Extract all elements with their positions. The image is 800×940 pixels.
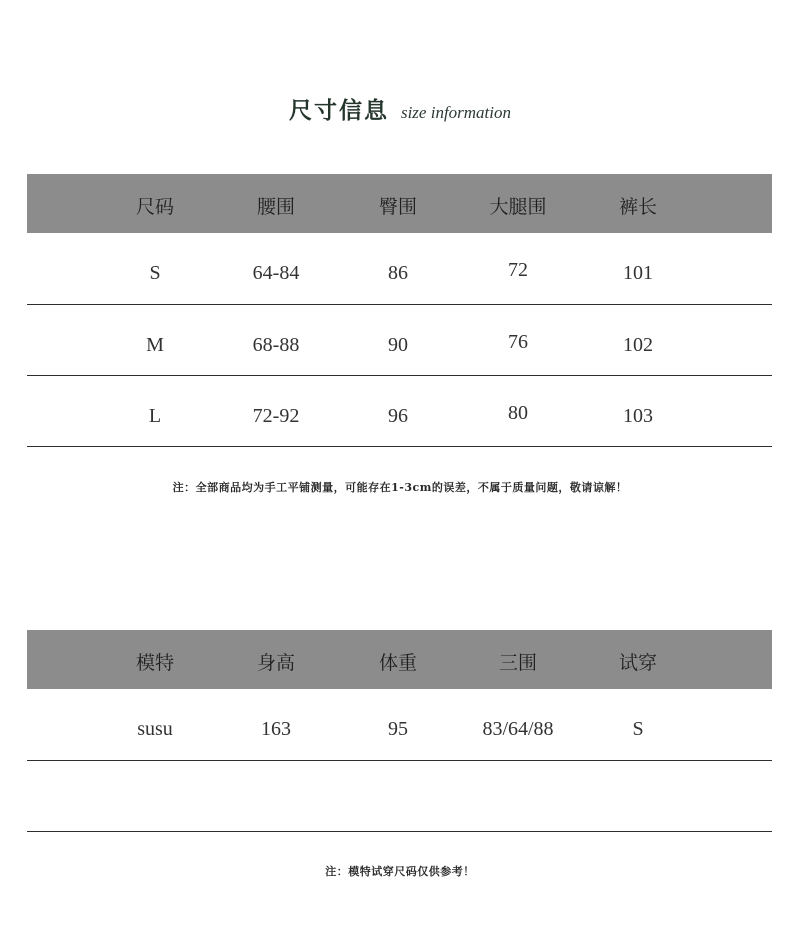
model-table-header xyxy=(27,630,772,689)
model-table xyxy=(27,630,772,832)
page-title xyxy=(0,92,800,125)
table-row xyxy=(27,233,772,305)
cell-weight: 95 xyxy=(388,718,408,740)
cell-size: L xyxy=(148,405,162,427)
cell-size: M xyxy=(146,334,164,356)
cell-height: 163 xyxy=(261,718,291,740)
header-weight: 体重 xyxy=(378,652,417,674)
header-hip: 臀围 xyxy=(378,196,417,218)
cell-waist: 64-84 xyxy=(252,262,300,284)
cell-thigh: 80 xyxy=(508,402,528,424)
header-size: 尺码 xyxy=(135,196,174,218)
cell-length: 102 xyxy=(623,334,653,356)
table-row-empty xyxy=(27,761,772,832)
cell-hip: 90 xyxy=(388,334,408,356)
title-chinese: 尺寸信息 xyxy=(288,97,389,124)
cell-waist: 72-92 xyxy=(252,405,300,427)
header-height: 身高 xyxy=(256,652,295,674)
cell-thigh: 76 xyxy=(508,331,528,353)
cell-length: 103 xyxy=(623,405,653,427)
cell-model: susu xyxy=(137,718,173,740)
header-thigh: 大腿围 xyxy=(489,196,547,218)
size-table-header xyxy=(27,174,772,233)
cell-waist: 68-88 xyxy=(252,334,300,356)
header-length: 裤长 xyxy=(618,196,657,218)
cell-length: 101 xyxy=(623,262,653,284)
table-row xyxy=(27,305,772,376)
size-note: 注：全部商品均为手工平铺测量，可能存在1-3cm的误差，不属于质量问题，敬请谅解！ xyxy=(172,481,628,494)
size-table xyxy=(27,174,772,447)
cell-size: S xyxy=(149,262,161,284)
cell-hip: 96 xyxy=(388,405,408,427)
table-row xyxy=(27,376,772,447)
header-tried-size: 试穿 xyxy=(618,652,657,674)
cell-measurements: 83/64/88 xyxy=(482,718,554,740)
title-english: size information xyxy=(400,103,512,122)
table-row xyxy=(27,689,772,761)
model-note: 注：模特试穿尺码仅供参考！ xyxy=(325,865,475,878)
cell-hip: 86 xyxy=(388,262,408,284)
cell-tried-size: S xyxy=(632,718,644,740)
header-waist: 腰围 xyxy=(256,196,295,218)
header-measurements: 三围 xyxy=(498,652,537,674)
header-model: 模特 xyxy=(135,652,174,674)
cell-thigh: 72 xyxy=(508,259,528,281)
